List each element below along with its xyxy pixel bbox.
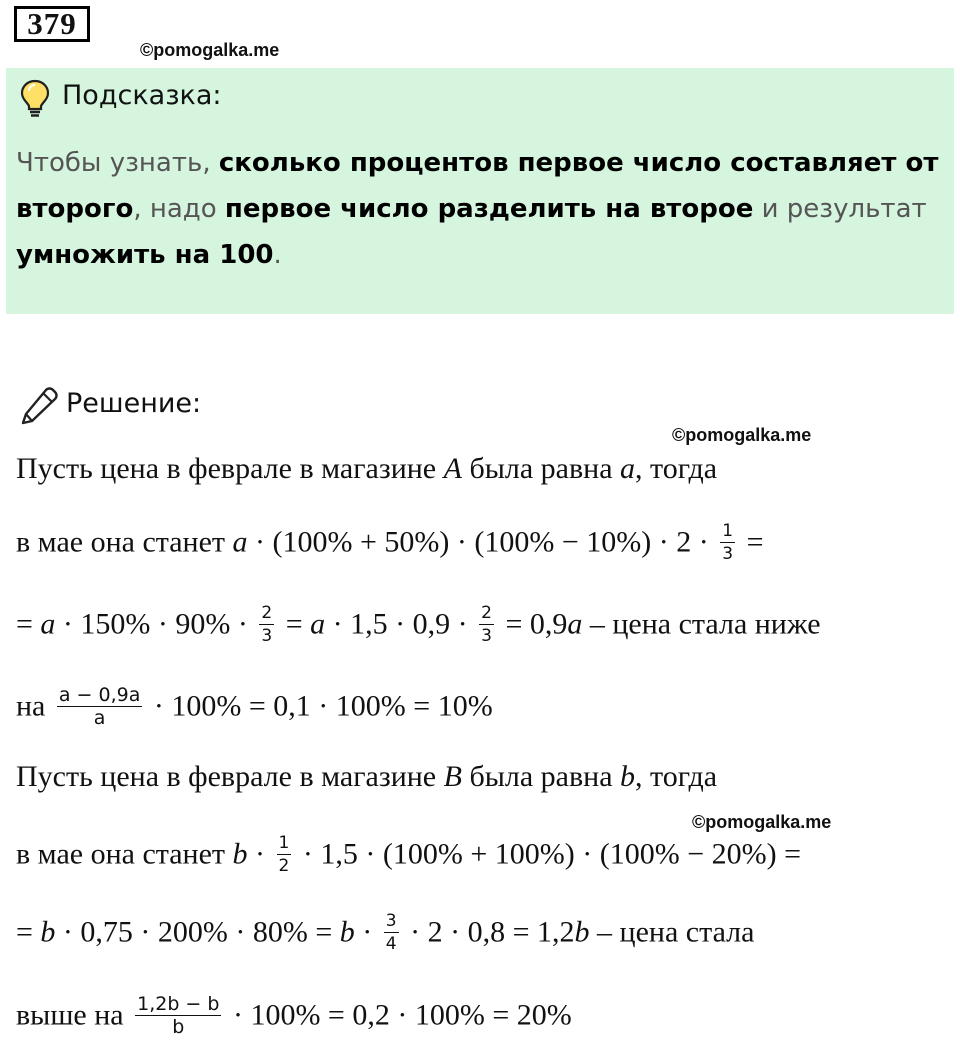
hint-title: Подсказка:: [62, 80, 222, 111]
fraction: $\frac{2}{3}$: [481, 603, 492, 646]
hint-text: [16, 140, 946, 278]
hint-text-part: Чтобы узнать,: [16, 148, 219, 178]
fraction: $\frac{1,2b - b}{b}$: [137, 993, 220, 1038]
solution-title: Решение:: [66, 388, 202, 419]
watermark: ©pomogalka.me: [672, 425, 812, 445]
fraction: $\frac{1}{2}$: [278, 833, 290, 876]
hint-text-part: и результат: [753, 194, 927, 224]
solution-line: = a · 150% · 90% · $\frac{2}{3}$ = a · 1,5 · 0,9 · $\frac{2}{3}$ = 0,9a – цена стала ниже: [16, 603, 821, 646]
lightbulb-icon: [18, 78, 52, 118]
fraction: $\frac{a - 0,9a}{a}$: [58, 684, 141, 729]
solution-line: = b · 0,75 · 200% · 80% = b · $\frac{3}{4}$ · 2 · 0,8 = 1,2b – цена стала: [16, 911, 755, 954]
solution-line: Пусть цена в феврале в магазине B была равна b, тогда: [16, 760, 718, 793]
hint-text-bold: первое число разделить на второе: [224, 194, 754, 224]
watermark: ©pomogalka.me: [692, 812, 832, 832]
fraction: $\frac{3}{4}$: [385, 911, 397, 954]
solution-line: Пусть цена в феврале в магазине A была равна a, тогда: [16, 452, 718, 485]
fraction: $\frac{1}{3}$: [722, 521, 734, 564]
hint-text-part: , надо: [133, 194, 225, 224]
watermark: ©pomogalka.me: [140, 40, 280, 60]
pencil-icon: [18, 384, 60, 426]
hint-text-part: .: [273, 240, 282, 270]
fraction: $\frac{2}{3}$: [261, 603, 273, 646]
solution-line: на $\frac{a - 0,9a}{a}$ · 100% = 0,1 · 100% = 10%: [16, 684, 493, 729]
hint-text-bold: сколько процентов первое число составляет от второго: [16, 148, 939, 224]
solution-line: в мае она станет b · $\frac{1}{2}$ · 1,5 · (100% + 100%) · (100% − 20%) =: [16, 833, 802, 876]
problem-number: 379: [14, 6, 90, 42]
solution-line: выше на $\frac{1,2b - b}{b}$ · 100% = 0,2 · 100% = 20%: [16, 993, 572, 1038]
solution-line: в мае она станет a · (100% + 50%) · (100% − 10%) · 2 · $\frac{1}{3}$ =: [16, 521, 764, 564]
hint-text-bold: умножить на 100: [16, 240, 274, 270]
